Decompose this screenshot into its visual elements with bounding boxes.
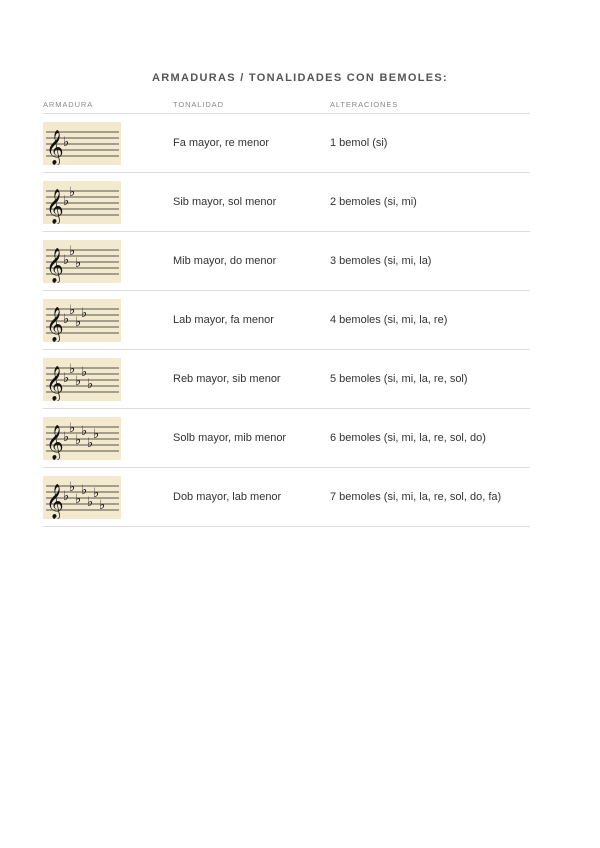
flat-icon: ♭ xyxy=(93,485,100,501)
flat-icon: ♭ xyxy=(75,373,82,389)
table-row xyxy=(43,173,530,232)
treble-clef-icon: 𝄞 xyxy=(46,424,64,460)
flat-icon: ♭ xyxy=(63,370,70,386)
table-row xyxy=(43,291,530,350)
treble-clef-icon: 𝄞 xyxy=(46,247,64,283)
table-row xyxy=(43,350,530,409)
key-signature-staff-image xyxy=(43,122,121,165)
flat-icon: ♭ xyxy=(87,376,94,392)
alteraciones-cell: 1 bemol (si) xyxy=(330,137,388,149)
flat-icon: ♭ xyxy=(69,184,76,200)
flat-icon: ♭ xyxy=(63,488,70,504)
tonalidad-cell: Mib mayor, do menor xyxy=(173,255,277,267)
treble-clef-icon: 𝄞 xyxy=(46,483,64,519)
flat-icon: ♭ xyxy=(75,314,82,330)
alteraciones-cell: 2 bemoles (si, mi) xyxy=(330,196,417,208)
armadura-cell xyxy=(43,299,173,342)
flat-icon: ♭ xyxy=(99,497,106,513)
flat-icon: ♭ xyxy=(75,432,82,448)
key-signature-staff-image xyxy=(43,417,121,460)
flat-icon: ♭ xyxy=(93,426,100,442)
tonalidad-cell: Solb mayor, mib menor xyxy=(173,432,287,444)
alteraciones-cell: 3 bemoles (si, mi, la) xyxy=(330,255,432,267)
header-armadura: ARMADURA xyxy=(43,99,94,109)
tonalidad-cell: Sib mayor, sol menor xyxy=(173,196,277,208)
flat-icon: ♭ xyxy=(69,420,76,436)
key-signature-staff-image xyxy=(43,358,121,401)
tonalidad-cell: Lab mayor, fa menor xyxy=(173,314,274,326)
flat-icon: ♭ xyxy=(87,435,94,451)
table-row xyxy=(43,114,530,173)
header-alteraciones: ALTERACIONES xyxy=(330,99,399,109)
flat-icon: ♭ xyxy=(81,364,88,380)
armadura-cell xyxy=(43,476,173,519)
flat-icon: ♭ xyxy=(75,491,82,507)
alteraciones-cell: 6 bemoles (si, mi, la, re, sol, do) xyxy=(330,432,486,444)
table-header xyxy=(43,95,530,114)
flat-icon: ♭ xyxy=(87,494,94,510)
alteraciones-cell: 4 bemoles (si, mi, la, re) xyxy=(330,314,448,326)
alteraciones-cell: 5 bemoles (si, mi, la, re, sol) xyxy=(330,373,468,385)
flat-icon: ♭ xyxy=(69,479,76,495)
armadura-cell xyxy=(43,417,173,460)
treble-clef-icon: 𝄞 xyxy=(46,306,64,342)
table-row xyxy=(43,468,530,527)
armadura-cell xyxy=(43,181,173,224)
tonalidad-cell: Dob mayor, lab menor xyxy=(173,491,282,503)
header-tonalidad: TONALIDAD xyxy=(173,99,224,109)
key-signature-staff-image xyxy=(43,476,121,519)
flat-icon: ♭ xyxy=(63,134,70,150)
armadura-cell xyxy=(43,358,173,401)
flat-icon: ♭ xyxy=(69,302,76,318)
flat-icon: ♭ xyxy=(81,423,88,439)
flat-icon: ♭ xyxy=(81,482,88,498)
flat-icon: ♭ xyxy=(75,255,82,271)
tonalidad-cell: Reb mayor, sib menor xyxy=(173,373,281,385)
key-signature-staff-image xyxy=(43,299,121,342)
table-row xyxy=(43,232,530,291)
flat-icon: ♭ xyxy=(81,305,88,321)
page-title: ARMADURAS / TONALIDADES CON BEMOLES: xyxy=(152,72,448,84)
key-signature-staff-image xyxy=(43,240,121,283)
key-signature-table xyxy=(43,95,530,527)
flat-icon: ♭ xyxy=(63,429,70,445)
treble-clef-icon: 𝄞 xyxy=(46,129,64,165)
armadura-cell xyxy=(43,240,173,283)
key-signature-staff-image xyxy=(43,181,121,224)
treble-clef-icon: 𝄞 xyxy=(46,365,64,401)
flat-icon: ♭ xyxy=(63,193,70,209)
tonalidad-cell: Fa mayor, re menor xyxy=(173,137,269,149)
alteraciones-cell: 7 bemoles (si, mi, la, re, sol, do, fa) xyxy=(330,491,502,503)
flat-icon: ♭ xyxy=(69,243,76,259)
flat-icon: ♭ xyxy=(63,252,70,268)
treble-clef-icon: 𝄞 xyxy=(46,188,64,224)
table-row xyxy=(43,409,530,468)
armadura-cell xyxy=(43,122,173,165)
flat-icon: ♭ xyxy=(63,311,70,327)
flat-icon: ♭ xyxy=(69,361,76,377)
